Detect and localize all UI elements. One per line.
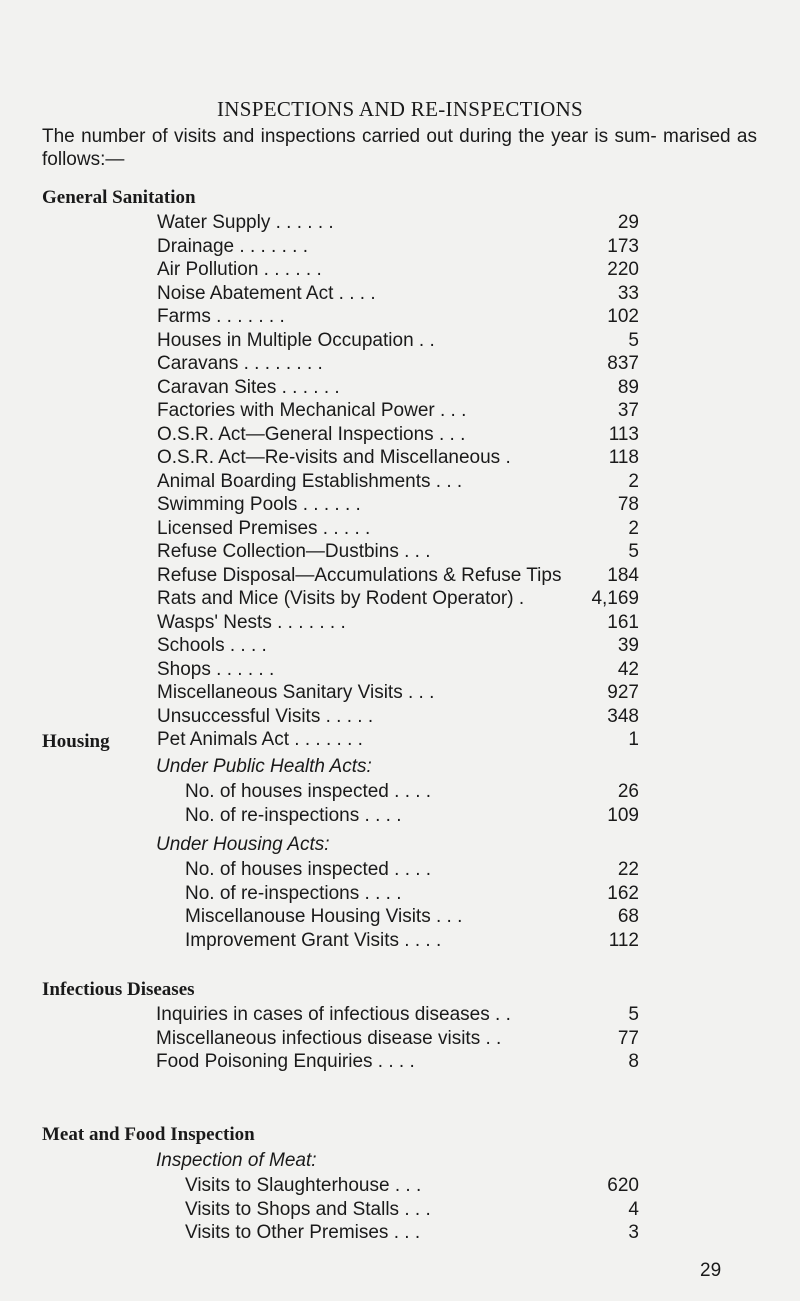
item-value: 68 <box>617 906 639 927</box>
item-label: Caravan Sites . . . . . . <box>157 376 340 398</box>
list-item <box>157 329 639 352</box>
list-item <box>157 376 639 399</box>
item-label: Food Poisoning Enquiries . . . . <box>156 1051 415 1072</box>
item-value: 5 <box>628 1004 639 1025</box>
item-value: 927 <box>607 682 639 703</box>
item-label: Refuse Collection—Dustbins . . . <box>157 541 431 562</box>
item-value: 184 <box>607 564 639 586</box>
item-label: Licensed Premises . . . . . <box>157 517 371 539</box>
item-value: 112 <box>608 929 639 951</box>
item-label: Miscellaneous infectious disease visits . . <box>156 1027 502 1049</box>
item-value: 33 <box>617 282 639 304</box>
item-label: Factories with Mechanical Power . . . <box>157 400 467 421</box>
list-item <box>157 681 639 704</box>
item-label: Inquiries in cases of infectious diseases . . <box>156 1004 511 1025</box>
intro-paragraph: The number of visits and inspections carried out during the year is sum- marised as follows:— <box>42 126 757 170</box>
item-label: Shops . . . . . . <box>157 658 275 680</box>
list-item <box>157 399 639 422</box>
item-value: 162 <box>607 882 639 904</box>
item-value: 4,169 <box>591 588 639 609</box>
public-health-acts-subheading: Under Public Health Acts: <box>156 756 372 777</box>
item-label: Visits to Shops and Stalls . . . <box>185 1198 431 1220</box>
infectious-diseases-heading: Infectious Diseases <box>42 979 195 1000</box>
list-item <box>157 446 639 469</box>
list-item <box>157 564 639 587</box>
item-label: Water Supply . . . . . . <box>157 212 334 233</box>
item-value: 37 <box>617 400 639 421</box>
item-label: Caravans . . . . . . . . <box>157 353 323 374</box>
item-value: 89 <box>617 376 639 398</box>
list-item <box>185 882 639 905</box>
list-item <box>157 517 639 540</box>
inspection-of-meat-subheading: Inspection of Meat: <box>156 1150 317 1171</box>
item-value: 78 <box>617 494 639 515</box>
list-item <box>185 804 639 827</box>
item-label: No. of houses inspected . . . . <box>185 859 432 880</box>
list-item <box>157 282 639 305</box>
list-item <box>185 1198 639 1221</box>
item-value: 113 <box>608 423 639 445</box>
item-label: Refuse Disposal—Accumulations & Refuse Tips <box>157 564 562 586</box>
item-value: 5 <box>628 541 639 562</box>
item-value: 8 <box>628 1051 639 1072</box>
item-value: 5 <box>628 329 639 351</box>
item-label: Swimming Pools . . . . . . <box>157 494 361 515</box>
item-value: 620 <box>607 1175 639 1196</box>
item-value: 2 <box>628 470 639 492</box>
item-value: 39 <box>617 635 639 656</box>
list-item <box>157 493 639 516</box>
item-label: Miscellanouse Housing Visits . . . <box>185 906 463 927</box>
item-value: 29 <box>617 212 639 233</box>
list-item <box>185 905 639 928</box>
item-value: 2 <box>628 517 639 539</box>
list-item <box>157 611 639 634</box>
list-item <box>157 305 639 328</box>
item-label: O.S.R. Act—Re-visits and Miscellaneous . <box>157 447 511 468</box>
meat-food-inspection-heading: Meat and Food Inspection <box>42 1124 255 1145</box>
item-value: 220 <box>607 259 639 280</box>
list-item <box>157 540 639 563</box>
list-item <box>157 705 639 728</box>
list-item <box>185 780 639 803</box>
item-label: Drainage . . . . . . . <box>157 235 309 257</box>
list-item <box>157 634 639 657</box>
item-value: 3 <box>628 1222 639 1243</box>
item-value: 348 <box>607 705 639 727</box>
list-item <box>157 258 639 281</box>
general-sanitation-heading: General Sanitation <box>42 187 196 208</box>
list-item <box>156 1050 639 1073</box>
item-label: Air Pollution . . . . . . <box>157 259 322 280</box>
item-label: Noise Abatement Act . . . . <box>157 282 376 304</box>
item-value: 109 <box>607 804 639 826</box>
item-label: Farms . . . . . . . <box>157 306 285 327</box>
list-item <box>157 470 639 493</box>
list-item <box>157 211 639 234</box>
item-value: 1 <box>628 729 639 750</box>
item-label: No. of houses inspected . . . . <box>185 781 432 802</box>
item-label: O.S.R. Act—General Inspections . . . <box>157 423 466 445</box>
list-item <box>185 1174 639 1197</box>
list-item <box>157 587 639 610</box>
item-label: Miscellaneous Sanitary Visits . . . <box>157 682 435 703</box>
housing-heading: Housing <box>42 731 110 752</box>
item-label: Houses in Multiple Occupation . . <box>157 329 435 351</box>
item-value: 42 <box>617 658 639 680</box>
list-item <box>157 235 639 258</box>
item-value: 4 <box>628 1198 639 1220</box>
item-value: 837 <box>607 353 639 374</box>
list-item <box>185 929 639 952</box>
item-label: Improvement Grant Visits . . . . <box>185 929 442 951</box>
item-value: 118 <box>608 447 639 468</box>
item-label: Schools . . . . <box>157 635 267 656</box>
page-title: INSPECTIONS AND RE-INSPECTIONS <box>216 97 584 121</box>
housing-acts-subheading: Under Housing Acts: <box>156 834 330 855</box>
item-label: Animal Boarding Establishments . . . <box>157 470 463 492</box>
page-number: 29 <box>700 1260 722 1281</box>
list-item <box>185 1221 639 1244</box>
item-label: Wasps' Nests . . . . . . . <box>157 611 346 633</box>
list-item <box>157 658 639 681</box>
item-label: Visits to Other Premises . . . <box>185 1222 421 1243</box>
list-item <box>185 858 639 881</box>
item-value: 173 <box>607 235 639 257</box>
item-label: Pet Animals Act . . . . . . . <box>157 729 363 750</box>
list-item <box>156 1027 639 1050</box>
item-value: 102 <box>607 306 639 327</box>
item-value: 26 <box>617 781 639 802</box>
list-item <box>157 352 639 375</box>
item-value: 77 <box>617 1027 639 1049</box>
item-label: Visits to Slaughterhouse . . . <box>185 1175 422 1196</box>
item-label: No. of re-inspections . . . . <box>185 882 402 904</box>
item-label: No. of re-inspections . . . . <box>185 804 402 826</box>
item-label: Rats and Mice (Visits by Rodent Operator) . <box>157 588 525 609</box>
item-label: Unsuccessful Visits . . . . . <box>157 705 374 727</box>
list-item <box>157 728 639 751</box>
list-item <box>157 423 639 446</box>
list-item <box>156 1003 639 1026</box>
item-value: 22 <box>617 859 639 880</box>
item-value: 161 <box>607 611 639 633</box>
